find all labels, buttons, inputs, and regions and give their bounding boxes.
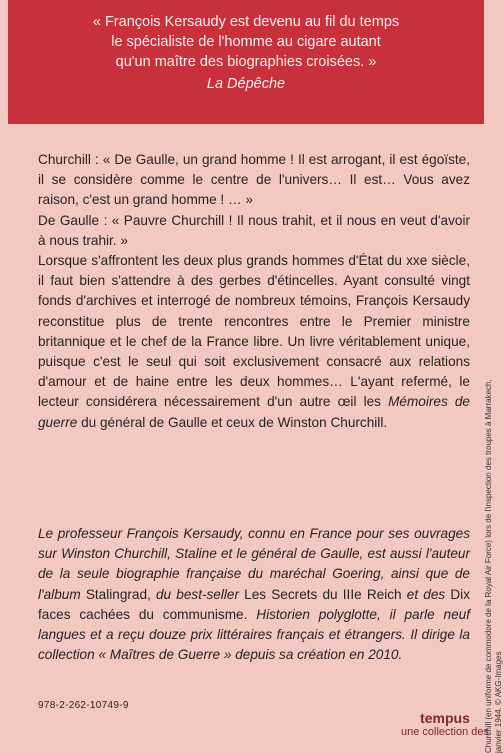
author-bio: [38, 524, 470, 665]
blurb: [38, 150, 470, 433]
churchill-quote: Churchill : « De Gaulle, un grand homme ! Il est arrogant, il est égoïste, il se considère comme le centre de l'univers… Il est… Vous avez raison, c'est un grand homme ! … »: [38, 152, 470, 208]
degaulle-quote: De Gaulle : « Pauvre Churchill ! Il nous trahit, et il nous en veut d'avoir à nous trahir. »: [38, 212, 470, 248]
credit-line: Churchill (en uniforme de commodore de la Royal Air Force) lors de l'inspection des troupes à Marrakech,: [484, 379, 493, 753]
bio-title-secrets: Les Secrets du IIIe Reich: [244, 586, 402, 602]
review-banner: [8, 0, 484, 124]
isbn: 978-2-262-10749-9: [38, 700, 129, 711]
bio-text: Le professeur François Kersaudy, connu en France pour ses ouvrages sur Winston Churchill, Staline et le général de Gaulle, est aussi l'auteur de la seule biographie française du maréchal Goering, ainsi que de l'album: [38, 526, 470, 602]
bio-text: du best-seller: [155, 586, 239, 602]
bio-text: et des: [406, 586, 446, 602]
publisher-tagline: une collection des: [400, 726, 490, 738]
bio-title-stalingrad: Stalingrad,: [85, 586, 151, 602]
publisher-logo: [400, 710, 490, 739]
photo-credit: [484, 0, 504, 753]
credit-line: janvier 1944. © AKG-Images: [494, 651, 503, 753]
blurb-italic-title: Mémoires de guerre: [38, 394, 470, 430]
banner-source: La Dépêche: [206, 76, 286, 92]
publisher-name: tempus: [420, 710, 470, 726]
blurb-text: Lorsque s'affrontent les deux plus grands hommes d'État du xxe siècle, il faut bien s'attendre à des gerbes d'étincelles. Ayant consulté vingt fonds d'archives et interrogé de nombreux témoins, François Kersaudy reconstitue plus de trente rencontres entre le Premier ministre britannique et le chef de la France libre. Un livre véritablement unique, puisque c'est le seul qui soit exclusivement consacré aux relations d'amour et de haine entre les deux hommes… L'ayant refermé, le lecteur considérera nécessairement d'un autre œil les: [38, 253, 470, 410]
blurb-paragraph: [38, 251, 470, 433]
bio-text: Historien polyglotte, il parle neuf langues et a reçu douze prix littéraires français et étrangers. Il dirige la collection « Maîtres de Guerre » depuis sa création en 2010.: [38, 606, 470, 663]
banner-quote-line: « François Kersaudy est devenu au fil du temps: [92, 14, 400, 30]
bio-paragraph: [38, 524, 470, 665]
banner-quote-line: qu'un maître des biographies croisées. »: [115, 54, 377, 70]
blurb-text-end: du général de Gaulle et ceux de Winston Churchill.: [81, 414, 388, 430]
bio-title-dixfaces: Dix faces cachées du communisme.: [38, 586, 470, 622]
banner-quote-line: le spécialiste de l'homme au cigare autant: [111, 34, 381, 50]
